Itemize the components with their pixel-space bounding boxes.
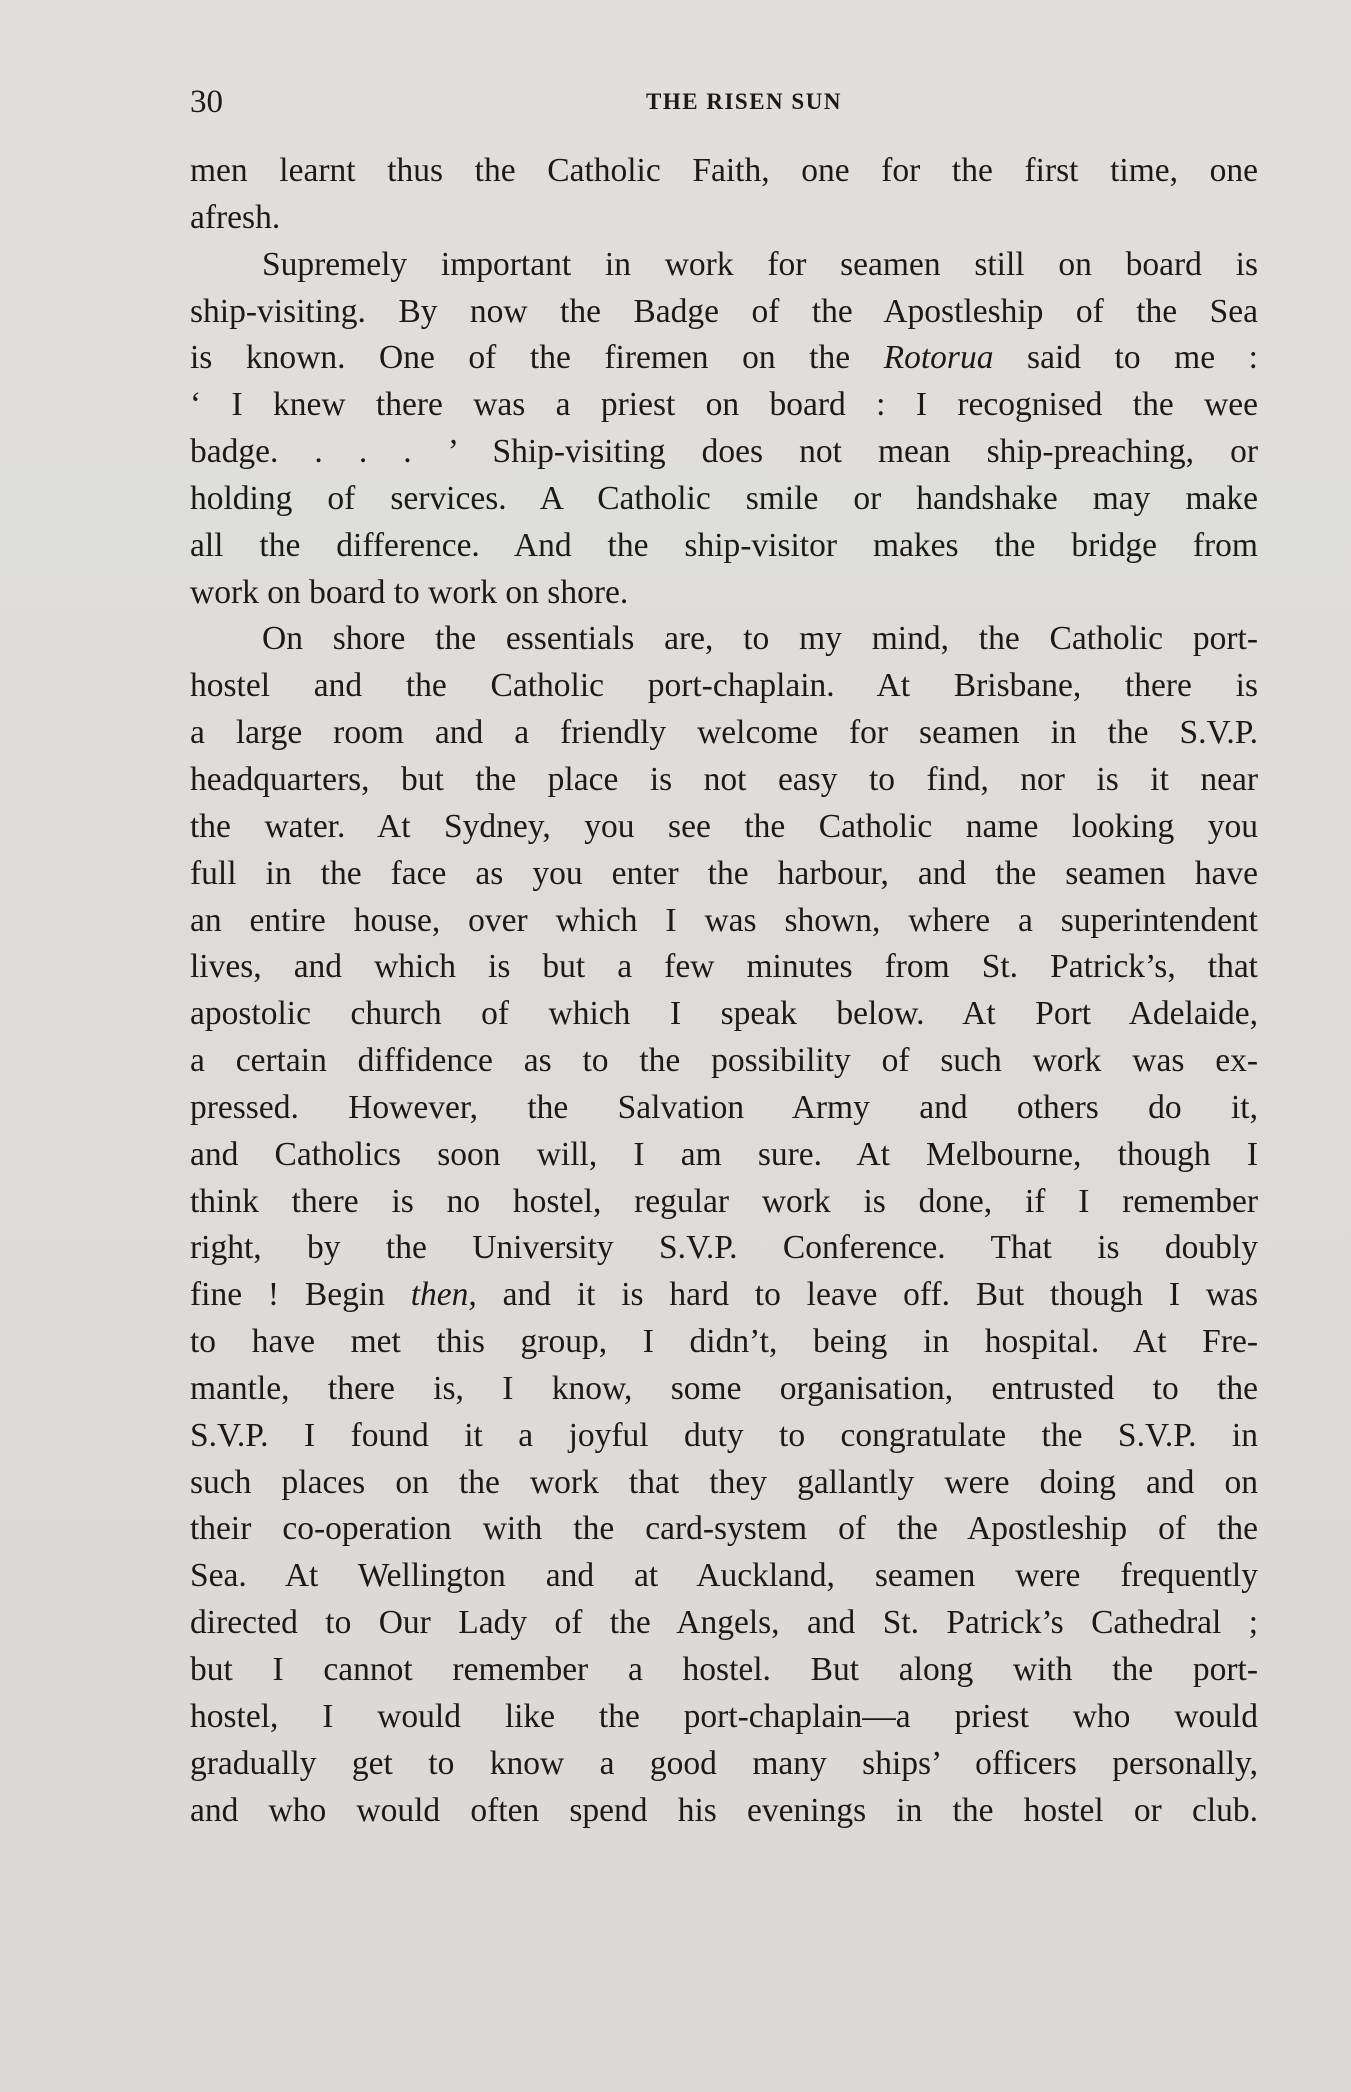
- text-line: to have met this group, I didn’t, being in hospital. At Fre-: [190, 1323, 1258, 1361]
- text-line: fine ! Begin then, and it is hard to leave off. But though I was: [190, 1276, 1258, 1314]
- text-line: is known. One of the firemen on the Rotorua said to me :: [190, 339, 1258, 377]
- text-line: S.V.P. I found it a joyful duty to congratulate the S.V.P. in: [190, 1416, 1258, 1454]
- text-line: Supremely important in work for seamen still on board is: [262, 245, 1258, 283]
- text-line: ship-visiting. By now the Badge of the Apostleship of the Sea: [190, 292, 1258, 330]
- running-head: THE RISEN SUN: [646, 89, 842, 114]
- text-line: ‘ I knew there was a priest on board : I recognised the wee: [190, 386, 1258, 424]
- text-line: all the difference. And the ship-visitor makes the bridge from: [190, 526, 1258, 564]
- text-line: such places on the work that they gallantly were doing and on: [190, 1463, 1258, 1501]
- text-line: headquarters, but the place is not easy to find, nor is it near: [190, 760, 1258, 798]
- text-line: afresh.: [190, 198, 281, 236]
- text-line: badge. . . . ’ Ship-visiting does not mean ship-preaching, or: [190, 433, 1258, 471]
- text-line: think there is no hostel, regular work is done, if I remember: [190, 1182, 1258, 1220]
- text-line: work on board to work on shore.: [190, 573, 629, 611]
- text-line: hostel, I would like the port-chaplain—a priest who would: [190, 1697, 1258, 1735]
- paragraph: [190, 616, 1258, 1834]
- paragraph: [190, 148, 1258, 242]
- text-line: and who would often spend his evenings in the hostel or club.: [190, 1791, 1258, 1829]
- text-line: men learnt thus the Catholic Faith, one for the first time, one: [190, 152, 1258, 189]
- text-line: Sea. At Wellington and at Auckland, seamen were frequently: [190, 1557, 1258, 1595]
- text-line: holding of services. A Catholic smile or handshake may make: [190, 479, 1258, 517]
- text-line: but I cannot remember a hostel. But along with the port-: [190, 1651, 1258, 1688]
- text-line: the water. At Sydney, you see the Catholic name looking you: [190, 807, 1258, 845]
- text-line: pressed. However, the Salvation Army and others do it,: [190, 1088, 1258, 1126]
- paragraph: [190, 242, 1258, 617]
- text-line: apostolic church of which I speak below. At Port Adelaide,: [190, 995, 1258, 1033]
- text-line: mantle, there is, I know, some organisation, entrusted to the: [190, 1369, 1258, 1407]
- text-line: their co-operation with the card-system of the Apostleship of the: [190, 1510, 1258, 1548]
- text-line: directed to Our Lady of the Angels, and St. Patrick’s Cathedral ;: [190, 1604, 1258, 1642]
- text-line: lives, and which is but a few minutes from St. Patrick’s, that: [190, 948, 1258, 986]
- text-line: hostel and the Catholic port-chaplain. At Brisbane, there is: [190, 667, 1258, 705]
- text-line: an entire house, over which I was shown, where a superintendent: [190, 901, 1258, 939]
- text-line: gradually get to know a good many ships’ officers personally,: [190, 1744, 1258, 1782]
- page-header: [190, 82, 1258, 122]
- text-line: On shore the essentials are, to my mind, the Catholic port-: [262, 620, 1258, 658]
- text-line: and Catholics soon will, I am sure. At Melbourne, though I: [190, 1135, 1258, 1173]
- text-line: a certain diffidence as to the possibility of such work was ex-: [190, 1042, 1258, 1080]
- page-number: 30: [190, 84, 223, 120]
- text-line: full in the face as you enter the harbour, and the seamen have: [190, 854, 1258, 892]
- body-text: [190, 148, 1258, 1834]
- text-line: a large room and a friendly welcome for seamen in the S.V.P.: [190, 714, 1258, 752]
- text-line: right, by the University S.V.P. Conference. That is doubly: [190, 1229, 1258, 1267]
